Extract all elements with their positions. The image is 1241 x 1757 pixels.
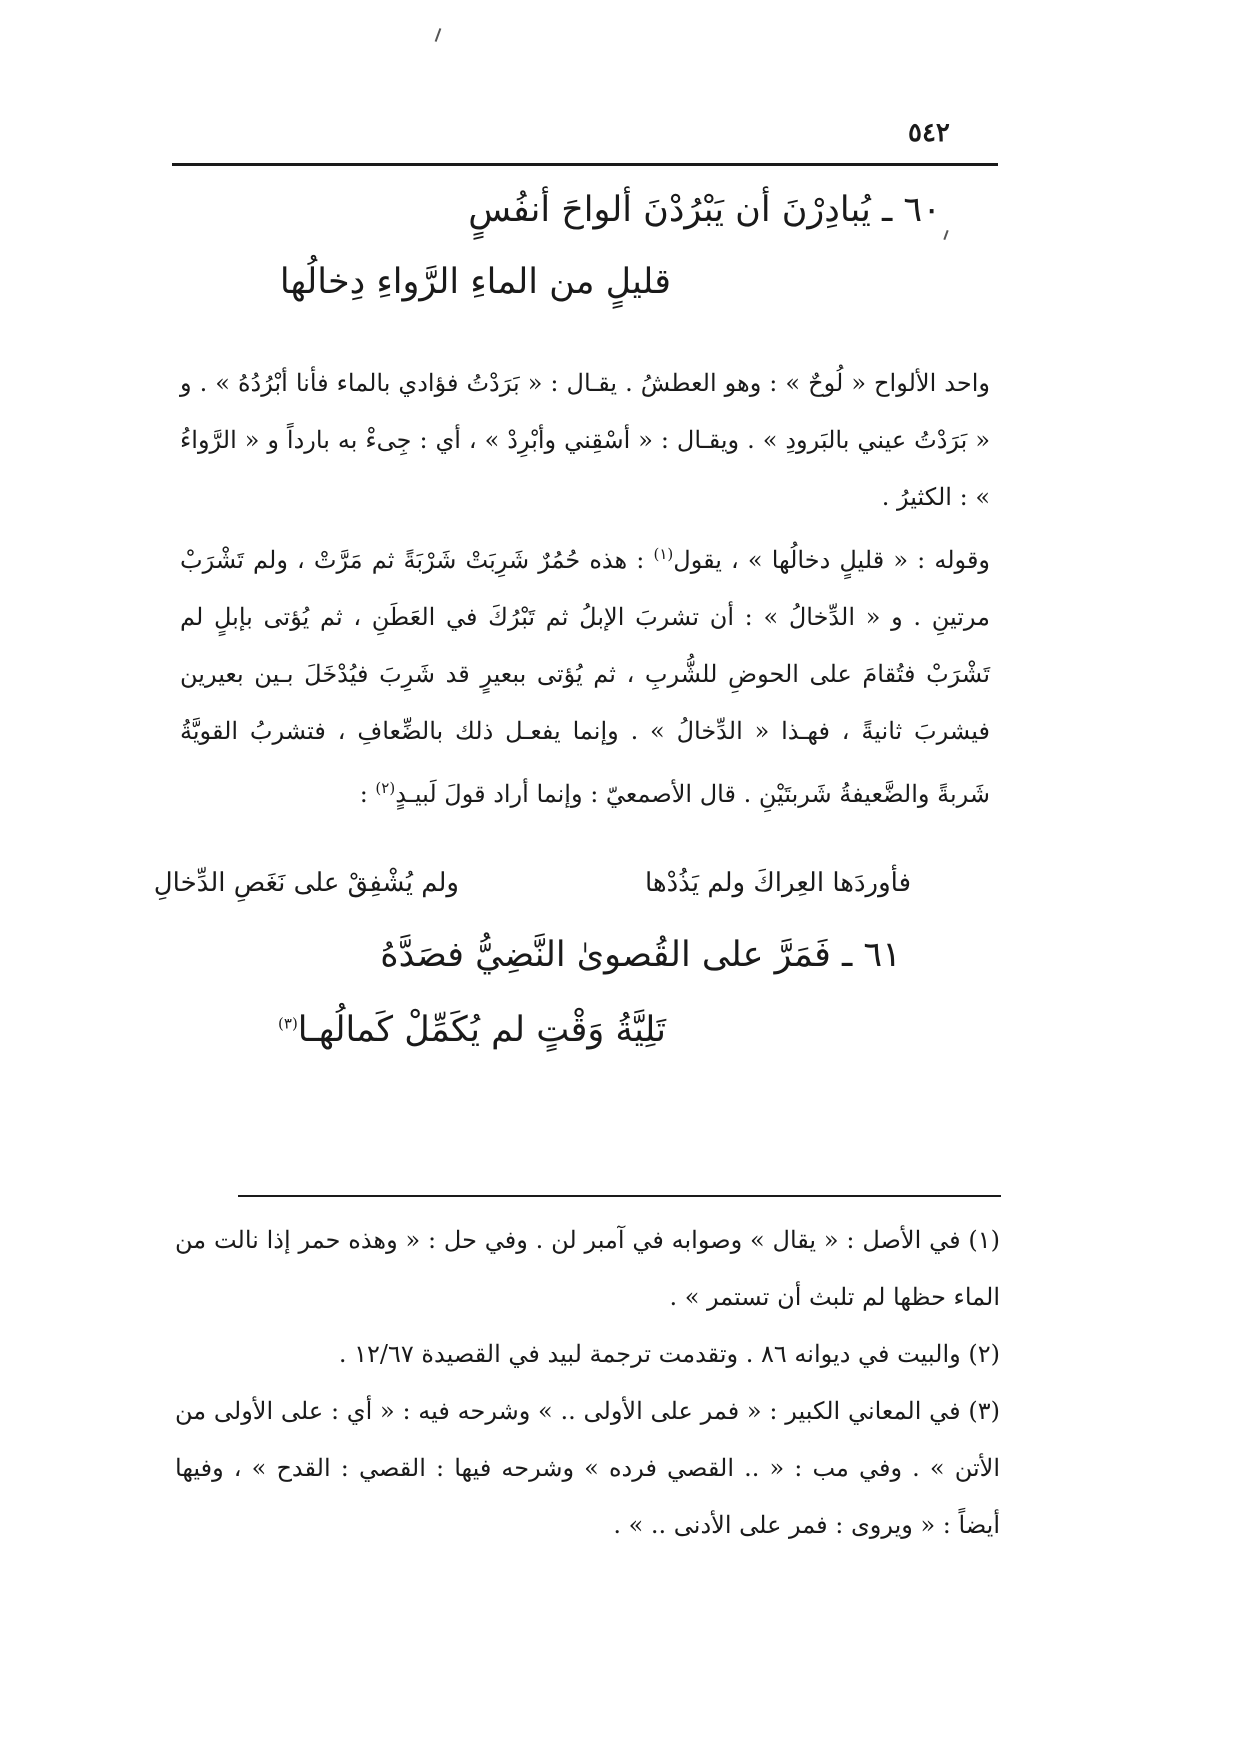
footnote-ref: (٢) <box>375 779 396 797</box>
scan-mark <box>435 28 442 42</box>
verse-text: تَلِيَّةُ وَقْتٍ لم يُكَمِّلْ كَمالُهـا <box>297 1010 666 1050</box>
verse-61-first-half <box>380 935 901 975</box>
verse-text: يُبادِرْنَ أن يَبْرُدْنَ ألواحَ أنفُسٍ <box>468 190 871 230</box>
quote-second-half: ولم يُشْفِقْ على نَغَصِ الدِّخالِ <box>153 868 459 898</box>
footnote-2: (٢) والبيت في ديوانه ٨٦ . وتقدمت ترجمة لبيد في القصيدة ١٢/٦٧ . <box>338 1340 1000 1368</box>
footnote-rule <box>238 1195 1001 1197</box>
page-number: ٥٤٢ <box>908 118 950 148</box>
footnote-ref: (١) <box>653 545 674 563</box>
verse-60-first-half <box>468 190 941 230</box>
verse-61-second-half <box>278 1010 666 1050</box>
header-rule <box>172 163 998 166</box>
verse-60-second-half: قليلٍ من الماءِ الرَّواءِ دِخالُها <box>279 262 671 302</box>
quote-first-half: فأوردَها العِراكَ ولم يَذُدْها <box>644 868 911 898</box>
commentary <box>180 355 990 823</box>
verse-number: ٦١ ـ <box>842 935 901 975</box>
footnote-1: (١) في الأصل : « يقال » وصوابه في آمبر لن . وفي حل : « وهذه حمر إذا نالت من الماء حظها لم تلبث أن تستمر » . <box>175 1226 1000 1311</box>
verse-number: ٦٠ ـ <box>882 190 941 230</box>
verse-text: فَمَرَّ على القُصوىٰ النَّضِيُّ فصَدَّهُ <box>380 935 831 975</box>
footnotes <box>175 1212 1000 1554</box>
commentary-paragraph: وقوله : « قليلٍ دخالُها » ، يقول$^{(١)}$ : هذه حُمُرٌ شَرِبَتْ شَرْبَةً ثم مَرَّتْ ، ولم تَشْرَبْ مرتينِ . و « الدِّخالُ » : أن تشربَ الإبلُ ثم تَبْرُكَ في العَطَنِ ، ثم يُؤتى بإبلٍ لم تَشْرَبْ فتُقامَ على الحوضِ للشُّربِ ، ثم يُؤتى ببعيرٍ قد شَرِبَ فيُدْخَلَ بـين بعيرين فيشربَ ثانيةً ، فهـذا « الدِّخالُ » . وإنما يفعـل ذلك بالضِّعافِ ، فتشربُ القويَّةُ شَربةً والضَّعيفةُ شَربتَيْنِ . قال الأصمعيّ : وإنما أراد قولَ لَبيـدٍ$^{(٢)}$ : <box>180 545 991 808</box>
scan-mark <box>943 230 948 240</box>
commentary-paragraph: واحد الألواح « لُوحٌ » : وهو العطشُ . يقـال : « بَرَدْتُ فؤادي بالماء فأنا أبْرُدُهُ » . و « بَرَدْتُ عيني بالبَرودِ » . ويقـال : « أسْقِني وأبْرِدْ » ، أي : جِىءْ به بارداً و « الرَّواءُ » : الكثيرُ . <box>180 369 990 511</box>
footnote-3: (٣) في المعاني الكبير : « فمر على الأولى .. » وشرحه فيه : « أي : على الأولى من الأتن » . وفي مب : « .. القصي فرده » وشرحه فيها : القصي : القدح » ، وفيها أيضاً : « ويروى : فمر على الأدنى .. » . <box>175 1397 1000 1539</box>
footnote-ref: (٣) <box>278 1014 298 1033</box>
